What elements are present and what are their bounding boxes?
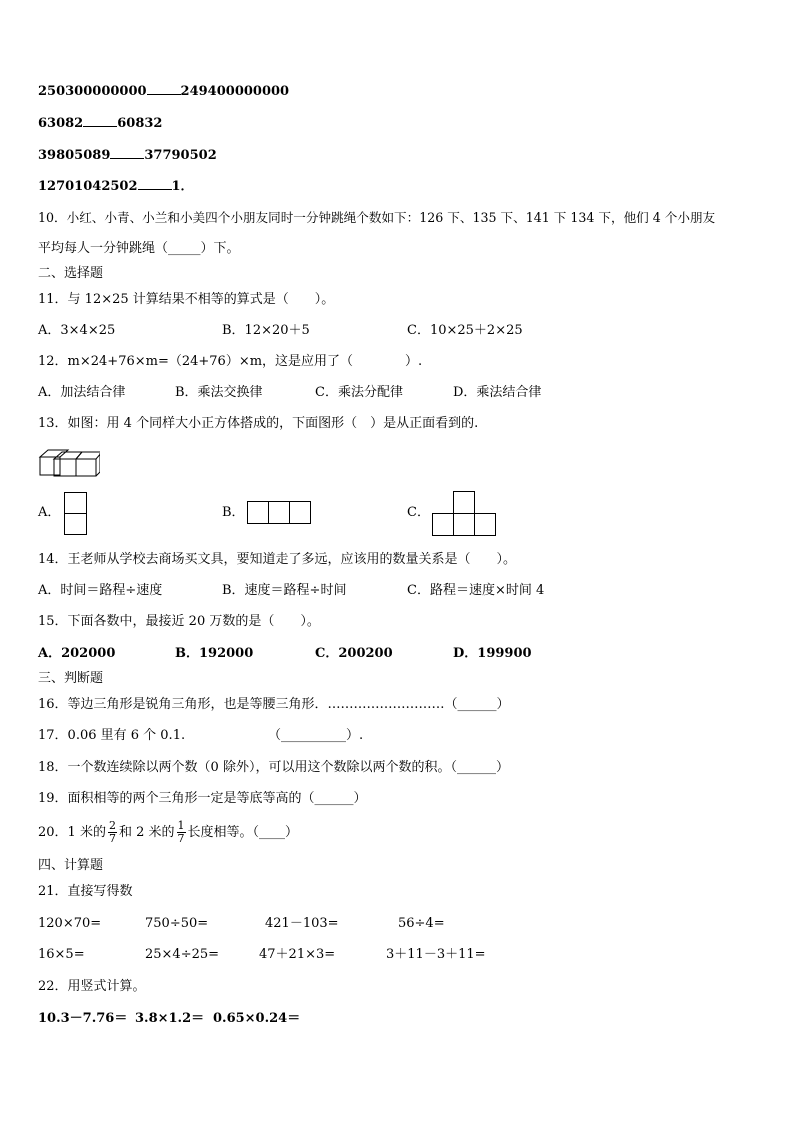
section-heading-calculation: 四、计算题 — [38, 858, 104, 873]
question-17-stem: 17．0.06 里有 6 个 0.1. — [38, 728, 186, 743]
compare-right: 1． — [171, 179, 194, 194]
question-12-option-b[interactable]: B．乘法交换律 — [175, 385, 263, 400]
fraction-1-7 — [177, 820, 186, 845]
question-15-option-b[interactable]: B．192000 — [175, 646, 254, 661]
question-13-stem: 13．如图：用 4 个同样大小正方体搭成的，下面图形（ ）是从正面看到的. — [38, 416, 479, 431]
fraction-denominator: 7 — [108, 832, 116, 845]
q22-item[interactable]: 0.65×0.24＝ — [213, 1011, 301, 1026]
q21-item[interactable]: 25×4÷25= — [145, 947, 220, 962]
answer-blank[interactable] — [83, 115, 117, 127]
question-10-line-1: 10．小红、小青、小兰和小美四个小朋友同时一分钟跳绳个数如下：126 下、135 下、141 下 134 下，他们 4 个小朋友 — [38, 210, 716, 225]
question-20-text-3: 长度相等。（____） — [187, 825, 299, 840]
q21-item[interactable]: 421－103= — [265, 916, 339, 931]
question-14-option-b[interactable]: B．速度＝路程÷时间 — [222, 583, 347, 598]
q21-item[interactable]: 3＋11－3＋11= — [386, 947, 486, 962]
compare-right: 37790502 — [144, 148, 217, 163]
compare-line-2 — [38, 115, 162, 132]
compare-left: 250300000000 — [38, 84, 147, 99]
fraction-2-7 — [108, 820, 117, 845]
q21-item[interactable]: 16×5= — [38, 947, 85, 962]
question-13-option-c[interactable]: C． — [407, 505, 430, 520]
q22-item[interactable]: 3.8×1.2＝ — [135, 1011, 205, 1026]
question-11-stem: 11．与 12×25 计算结果不相等的算式是（ ）。 — [38, 292, 335, 307]
front-view-c-icon[interactable] — [432, 491, 498, 537]
question-12-option-a[interactable]: A．加法结合律 — [38, 385, 126, 400]
q21-item[interactable]: 47＋21×3= — [259, 947, 336, 962]
question-14-option-a[interactable]: A．时间＝路程÷速度 — [38, 583, 163, 598]
question-21-stem: 21．直接写得数 — [38, 884, 133, 899]
section-heading-choice: 二、选择题 — [38, 266, 104, 281]
front-view-b-icon[interactable] — [247, 501, 313, 525]
compare-left: 39805089 — [38, 148, 111, 163]
compare-line-3 — [38, 147, 217, 164]
answer-blank[interactable] — [147, 83, 181, 95]
q21-item[interactable]: 120×70= — [38, 916, 102, 931]
question-15-option-d[interactable]: D．199900 — [453, 646, 532, 661]
q21-item[interactable]: 56÷4= — [398, 916, 445, 931]
compare-right: 60832 — [117, 116, 163, 131]
question-11-option-c[interactable]: C．10×25＋2×25 — [407, 323, 523, 338]
question-14-stem: 14．王老师从学校去商场买文具，要知道走了多远，应该用的数量关系是（ ）。 — [38, 552, 517, 567]
question-12-option-d[interactable]: D．乘法结合律 — [453, 385, 542, 400]
question-13-option-b[interactable]: B． — [222, 505, 245, 520]
compare-left: 63082 — [38, 116, 84, 131]
question-15-option-c[interactable]: C．200200 — [315, 646, 393, 661]
question-20-text-2: 和 2 米的 — [118, 825, 175, 840]
question-15-option-a[interactable]: A．202000 — [38, 646, 116, 661]
question-20 — [38, 818, 298, 848]
answer-blank[interactable] — [138, 178, 172, 190]
section-heading-judgement: 三、判断题 — [38, 671, 104, 686]
question-20-text-1: 20．1 米的 — [38, 825, 106, 840]
question-11-option-b[interactable]: B．12×20＋5 — [222, 323, 310, 338]
fraction-denominator: 7 — [177, 832, 185, 845]
answer-blank[interactable] — [110, 147, 144, 159]
question-16: 16．等边三角形是锐角三角形，也是等腰三角形．………………………（______） — [38, 697, 510, 712]
compare-right: 249400000000 — [180, 84, 290, 99]
front-view-a-icon[interactable] — [64, 492, 88, 536]
question-17-blank[interactable]: （__________）. — [268, 728, 364, 743]
question-19: 19．面积相等的两个三角形一定是等底等高的（______） — [38, 791, 367, 806]
question-12-stem: 12．m×24+76×m=（24+76）×m，这是应用了（ ）. — [38, 354, 423, 369]
compare-left: 12701042502 — [38, 179, 138, 194]
question-13-option-a[interactable]: A． — [38, 505, 61, 520]
question-11-option-a[interactable]: A．3×4×25 — [38, 323, 116, 338]
fraction-numerator: 2 — [108, 819, 116, 832]
question-15-stem: 15．下面各数中，最接近 20 万数的是（ ）。 — [38, 614, 320, 629]
q21-item[interactable]: 750÷50= — [145, 916, 209, 931]
q22-item[interactable]: 10.3－7.76＝ — [38, 1011, 128, 1026]
compare-line-4 — [38, 178, 194, 195]
question-18: 18．一个数连续除以两个数（0 除外），可以用这个数除以两个数的积。（______） — [38, 760, 509, 775]
fraction-numerator: 1 — [177, 819, 185, 832]
question-10-line-2: 平均每人一分钟跳绳（_____）下。 — [38, 241, 240, 256]
question-22-stem: 22．用竖式计算。 — [38, 979, 146, 994]
question-14-option-c[interactable]: C．路程＝速度×时间 4 — [407, 583, 545, 598]
cube-stack-figure — [38, 444, 100, 478]
compare-line-1 — [38, 83, 289, 100]
question-12-option-c[interactable]: C．乘法分配律 — [315, 385, 403, 400]
